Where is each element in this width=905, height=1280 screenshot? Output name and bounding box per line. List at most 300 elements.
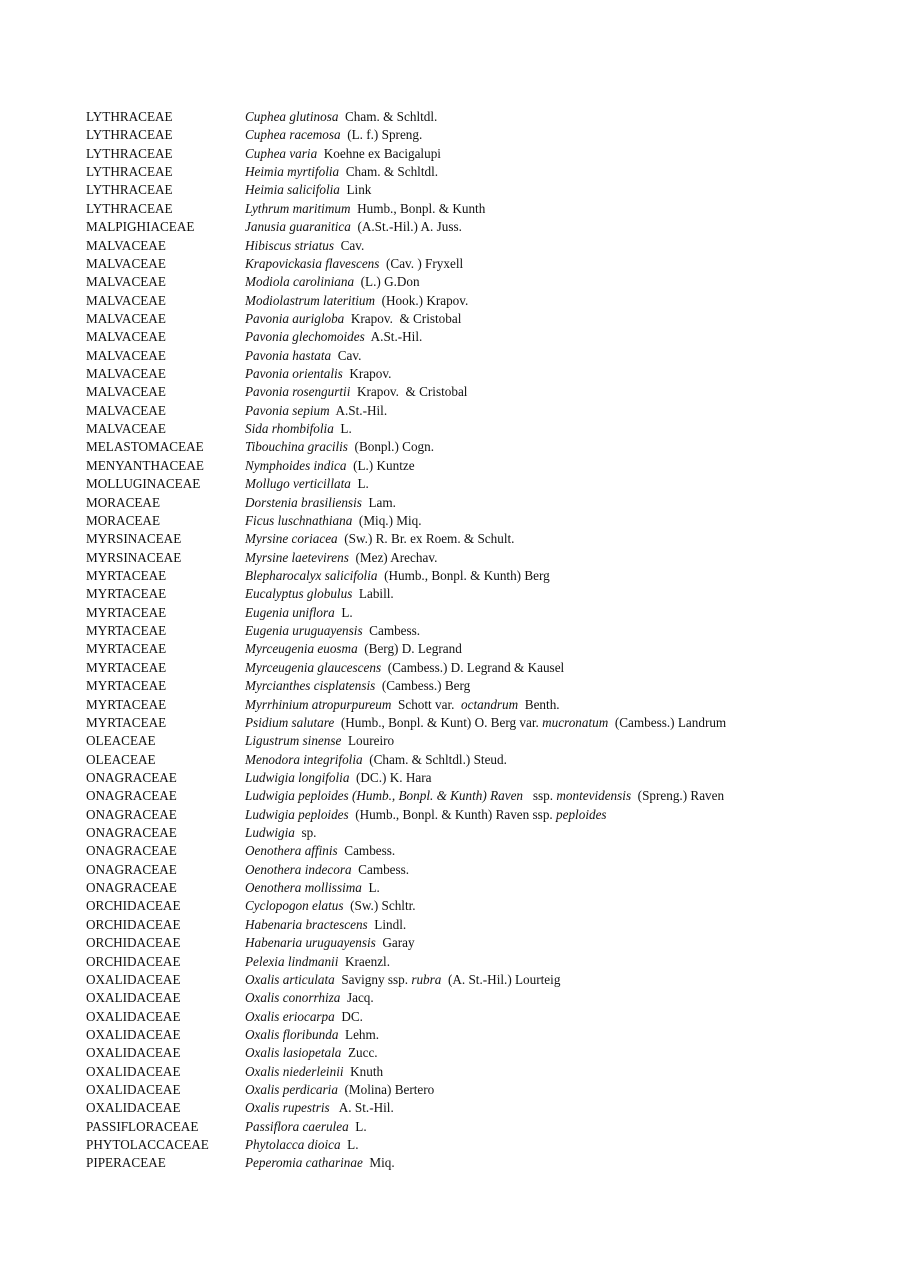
- species-name: [245, 1136, 359, 1154]
- species-row: [86, 787, 886, 805]
- family-name: ONAGRACEAE: [86, 806, 177, 822]
- species-row: [86, 383, 886, 401]
- family-name: MALVACEAE: [86, 421, 166, 437]
- species-name: [245, 145, 441, 163]
- family-name: MENYANTHACEAE: [86, 457, 204, 473]
- taxon-authority: Schott var.: [391, 696, 458, 712]
- species-row: [86, 273, 886, 291]
- species-row: [86, 696, 886, 714]
- species-name: [245, 751, 507, 769]
- family-name: OXALIDACEAE: [86, 1008, 181, 1024]
- family-name: PASSIFLORACEAE: [86, 1118, 199, 1134]
- taxon-name-italic: Pavonia rosengurtii: [245, 384, 351, 400]
- family-name: MALVACEAE: [86, 310, 166, 326]
- taxon-name-italic: Peperomia catharinae: [245, 1155, 363, 1171]
- taxon-authority: (Humb., Bonpl. & Kunth) Berg: [377, 567, 550, 583]
- family-name: MALVACEAE: [86, 237, 166, 253]
- taxon-authority: (Miq.) Miq.: [352, 512, 422, 528]
- taxon-name-italic: Heimia myrtifolia: [245, 164, 340, 180]
- species-name: [245, 163, 438, 181]
- species-row: [86, 549, 886, 567]
- species-name: [245, 1154, 395, 1172]
- species-row: [86, 1099, 886, 1117]
- family-name: ONAGRACEAE: [86, 880, 177, 896]
- taxon-authority: (Cambess.) Landrum: [608, 714, 727, 730]
- family-name: MYRTACEAE: [86, 623, 167, 639]
- species-row: [86, 604, 886, 622]
- family-name: MALVACEAE: [86, 329, 166, 345]
- taxon-authority: Krapov. & Cristobal: [350, 384, 468, 400]
- taxon-authority: (Bonpl.) Cogn.: [347, 439, 435, 455]
- species-row: [86, 237, 886, 255]
- species-name: [245, 622, 420, 640]
- species-row: [86, 622, 886, 640]
- family-name: LYTHRACEAE: [86, 200, 173, 216]
- taxon-authority: (L. f.) Spreng.: [340, 127, 423, 143]
- family-name: MELASTOMACEAE: [86, 439, 204, 455]
- species-name: [245, 732, 394, 750]
- taxon-authority: (Humb., Bonpl. & Kunt) O. Berg var.: [334, 714, 543, 730]
- family-name: ONAGRACEAE: [86, 769, 177, 785]
- taxon-name-italic: Eucalyptus globulus: [245, 586, 353, 602]
- family-name: OXALIDACEAE: [86, 990, 181, 1006]
- species-row: [86, 292, 886, 310]
- species-row: [86, 769, 886, 787]
- taxon-authority: (Spreng.) Raven: [631, 788, 725, 804]
- species-row: [86, 1026, 886, 1044]
- taxon-name-italic: Cuphea glutinosa: [245, 109, 339, 124]
- species-name: [245, 292, 468, 310]
- species-row: [86, 218, 886, 236]
- taxon-authority: (Sw.) Schltr.: [343, 898, 416, 914]
- species-row: [86, 879, 886, 897]
- taxon-name-italic: Nymphoides indica: [245, 457, 347, 473]
- species-row: [86, 842, 886, 860]
- taxon-authority: Miq.: [362, 1155, 395, 1171]
- species-row: [86, 861, 886, 879]
- family-name: MYRSINACEAE: [86, 531, 182, 547]
- family-name: ORCHIDACEAE: [86, 935, 181, 951]
- taxon-authority: DC.: [334, 1008, 363, 1024]
- taxon-authority: Link: [339, 182, 372, 198]
- taxon-authority: Lehm.: [338, 1026, 380, 1042]
- species-name: [245, 604, 353, 622]
- taxon-name-italic: Menodora integrifolia: [245, 751, 363, 767]
- family-name: MYRSINACEAE: [86, 549, 182, 565]
- species-name: [245, 585, 394, 603]
- taxon-name-italic: Phytolacca dioica: [245, 1137, 341, 1153]
- species-row: [86, 181, 886, 199]
- family-name: MYRTACEAE: [86, 586, 167, 602]
- species-name: [245, 842, 395, 860]
- species-row: [86, 1063, 886, 1081]
- taxon-authority: L.: [350, 476, 369, 492]
- family-name: MYRTACEAE: [86, 696, 167, 712]
- species-row: [86, 145, 886, 163]
- taxon-authority: Garay: [375, 935, 415, 951]
- species-name: [245, 806, 607, 824]
- taxon-authority: (Cambess.) Berg: [375, 678, 471, 694]
- species-name: [245, 494, 396, 512]
- species-row: [86, 989, 886, 1007]
- taxon-name-italic: Cyclopogon elatus: [245, 898, 344, 914]
- family-name: MALPIGHIACEAE: [86, 219, 195, 235]
- taxon-authority: (DC.) K. Hara: [349, 769, 432, 785]
- family-name: OXALIDACEAE: [86, 971, 181, 987]
- species-row: [86, 677, 886, 695]
- family-name: ONAGRACEAE: [86, 788, 177, 804]
- family-name: LYTHRACEAE: [86, 182, 173, 198]
- species-row: [86, 751, 886, 769]
- taxon-authority: Zucc.: [341, 1045, 378, 1061]
- species-row: [86, 971, 886, 989]
- family-name: MALVACEAE: [86, 347, 166, 363]
- family-name: ONAGRACEAE: [86, 843, 177, 859]
- species-name: [245, 1044, 378, 1062]
- species-name: [245, 255, 463, 273]
- species-name: [245, 953, 390, 971]
- taxon-name-italic: Eugenia uruguayensis: [245, 623, 363, 639]
- family-name: MYRTACEAE: [86, 567, 167, 583]
- species-name: [245, 659, 564, 677]
- taxon-name-italic: Myrsine coriacea: [245, 531, 338, 547]
- family-name: MALVACEAE: [86, 384, 166, 400]
- taxon-name-italic: Ligustrum sinense: [245, 733, 342, 749]
- taxon-authority: (Mez) Arechav.: [348, 549, 438, 565]
- taxon-authority: (A.St.-Hil.) A. Juss.: [350, 219, 462, 235]
- taxon-name-italic: montevidensis: [556, 788, 632, 804]
- species-row: [86, 126, 886, 144]
- family-name: PHYTOLACCACEAE: [86, 1137, 209, 1153]
- species-name: [245, 787, 724, 805]
- taxon-authority: Jacq.: [340, 990, 374, 1006]
- taxon-authority: Cav.: [331, 347, 362, 363]
- taxon-authority: A.St.-Hil.: [364, 329, 423, 345]
- species-row: [86, 1044, 886, 1062]
- species-name: [245, 1063, 383, 1081]
- taxon-name-italic: Oenothera mollissima: [245, 880, 362, 896]
- species-name: [245, 200, 485, 218]
- species-row: [86, 640, 886, 658]
- species-name: [245, 402, 387, 420]
- taxon-authority: (L.) G.Don: [354, 274, 420, 290]
- family-name: OXALIDACEAE: [86, 1045, 181, 1061]
- species-row: [86, 1118, 886, 1136]
- taxon-name-italic: Psidium salutare: [245, 714, 335, 730]
- taxon-authority: Lam.: [361, 494, 396, 510]
- species-row: [86, 457, 886, 475]
- taxon-authority: L.: [334, 604, 353, 620]
- species-name: [245, 512, 422, 530]
- taxon-name-italic: Oenothera indecora: [245, 861, 352, 877]
- taxon-authority: L.: [361, 880, 380, 896]
- species-name: [245, 383, 467, 401]
- species-row: [86, 916, 886, 934]
- species-name: [245, 934, 415, 952]
- species-name: [245, 108, 437, 126]
- species-name: [245, 438, 434, 456]
- family-name: MALVACEAE: [86, 274, 166, 290]
- species-row: [86, 897, 886, 915]
- taxon-authority: Cav.: [334, 237, 365, 253]
- taxon-name-italic: Ludwigia peploides (Humb., Bonpl. & Kunth) Raven: [245, 788, 524, 804]
- taxon-authority: Humb., Bonpl. & Kunth: [350, 200, 486, 216]
- taxon-authority: L.: [333, 421, 352, 437]
- species-name: [245, 1026, 379, 1044]
- species-row: [86, 310, 886, 328]
- species-row: [86, 255, 886, 273]
- species-row: [86, 438, 886, 456]
- family-name: ONAGRACEAE: [86, 861, 177, 877]
- species-name: [245, 714, 726, 732]
- taxon-authority: Knuth: [343, 1063, 384, 1079]
- taxon-authority: Cham. & Schltdl.: [339, 164, 439, 180]
- taxon-authority: (Humb., Bonpl. & Kunth) Raven ssp.: [348, 806, 557, 822]
- family-name: PIPERACEAE: [86, 1155, 166, 1171]
- taxon-authority: A. St.-Hil.: [329, 1100, 394, 1116]
- taxon-authority: ssp.: [523, 788, 557, 804]
- taxon-authority: Labill.: [352, 586, 394, 602]
- taxon-name-italic: Oxalis rupestris: [245, 1100, 330, 1116]
- taxon-authority: Kraenzl.: [338, 953, 391, 969]
- species-name: [245, 218, 462, 236]
- species-row: [86, 530, 886, 548]
- taxon-authority: Lindl.: [367, 916, 407, 932]
- species-row: [86, 475, 886, 493]
- taxon-authority: Cambess.: [337, 843, 396, 859]
- species-name: [245, 916, 406, 934]
- species-name: [245, 365, 391, 383]
- taxon-authority: (Cham. & Schltdl.) Steud.: [362, 751, 507, 767]
- family-name: MALVACEAE: [86, 402, 166, 418]
- taxon-authority: L.: [340, 1137, 359, 1153]
- taxon-authority: Cambess.: [351, 861, 410, 877]
- family-name: LYTHRACEAE: [86, 109, 173, 124]
- species-row: [86, 732, 886, 750]
- species-name: [245, 181, 371, 199]
- family-name: LYTHRACEAE: [86, 127, 173, 143]
- species-row: [86, 420, 886, 438]
- taxon-name-italic: Pavonia hastata: [245, 347, 332, 363]
- taxon-name-italic: Oxalis niederleinii: [245, 1063, 344, 1079]
- taxon-name-italic: Pavonia sepium: [245, 402, 330, 418]
- taxon-name-italic: mucronatum: [542, 714, 609, 730]
- taxon-authority: (Cav. ) Fryxell: [379, 255, 464, 271]
- taxon-name-italic: Blepharocalyx salicifolia: [245, 567, 378, 583]
- taxon-authority: Cham. & Schltdl.: [338, 109, 438, 124]
- taxon-name-italic: Oxalis floribunda: [245, 1026, 339, 1042]
- taxon-name-italic: Ficus luschnathiana: [245, 512, 353, 528]
- family-name: MORACEAE: [86, 512, 160, 528]
- taxon-authority: Loureiro: [341, 733, 395, 749]
- species-name: [245, 1081, 434, 1099]
- taxon-name-italic: Oxalis articulata: [245, 971, 335, 987]
- family-name: MYRTACEAE: [86, 641, 167, 657]
- species-name: [245, 347, 361, 365]
- family-name: MALVACEAE: [86, 292, 166, 308]
- family-name: MYRTACEAE: [86, 678, 167, 694]
- taxon-name-italic: Ludwigia: [245, 825, 295, 841]
- family-name: OLEACEAE: [86, 751, 156, 767]
- taxon-name-italic: Myrceugenia glaucescens: [245, 659, 382, 675]
- taxon-name-italic: Janusia guaranitica: [245, 219, 351, 235]
- taxon-name-italic: Habenaria bractescens: [245, 916, 368, 932]
- taxon-authority: (Molina) Bertero: [337, 1082, 435, 1098]
- species-row: [86, 1081, 886, 1099]
- taxon-name-italic: Oxalis lasiopetala: [245, 1045, 342, 1061]
- species-row: [86, 328, 886, 346]
- family-name: OXALIDACEAE: [86, 1026, 181, 1042]
- species-list: [86, 108, 886, 1173]
- family-name: LYTHRACEAE: [86, 145, 173, 161]
- species-name: [245, 971, 560, 989]
- taxon-name-italic: Oxalis conorrhiza: [245, 990, 341, 1006]
- species-name: [245, 273, 420, 291]
- taxon-name-italic: Pavonia glechomoides: [245, 329, 365, 345]
- family-name: MYRTACEAE: [86, 659, 167, 675]
- taxon-name-italic: Oxalis eriocarpa: [245, 1008, 335, 1024]
- taxon-name-italic: Heimia salicifolia: [245, 182, 340, 198]
- species-row: [86, 163, 886, 181]
- taxon-authority: (Sw.) R. Br. ex Roem. & Schult.: [337, 531, 515, 547]
- species-row: [86, 200, 886, 218]
- species-name: [245, 640, 462, 658]
- taxon-name-italic: Dorstenia brasiliensis: [245, 494, 362, 510]
- species-name: [245, 126, 422, 144]
- taxon-authority: Krapov. & Cristobal: [344, 310, 462, 326]
- taxon-name-italic: Myrcianthes cisplatensis: [245, 678, 376, 694]
- taxon-name-italic: peploides: [556, 806, 607, 822]
- taxon-name-italic: Cuphea racemosa: [245, 127, 341, 143]
- species-row: [86, 824, 886, 842]
- taxon-name-italic: Cuphea varia: [245, 145, 318, 161]
- species-name: [245, 861, 409, 879]
- species-row: [86, 1008, 886, 1026]
- species-row: [86, 714, 886, 732]
- taxon-name-italic: Ludwigia peploides: [245, 806, 349, 822]
- family-name: OXALIDACEAE: [86, 1082, 181, 1098]
- taxon-authority: Cambess.: [362, 623, 421, 639]
- taxon-authority: (Berg) D. Legrand: [357, 641, 462, 657]
- taxon-name-italic: Pavonia orientalis: [245, 366, 343, 382]
- species-row: [86, 806, 886, 824]
- species-row: [86, 347, 886, 365]
- family-name: LYTHRACEAE: [86, 164, 173, 180]
- species-name: [245, 567, 550, 585]
- taxon-name-italic: Modiolastrum lateritium: [245, 292, 376, 308]
- taxon-name-italic: Mollugo verticillata: [245, 476, 351, 492]
- species-row: [86, 512, 886, 530]
- species-name: [245, 879, 380, 897]
- species-name: [245, 824, 316, 842]
- taxon-authority: A.St.-Hil.: [329, 402, 388, 418]
- species-name: [245, 1008, 363, 1026]
- taxon-name-italic: Habenaria uruguayensis: [245, 935, 376, 951]
- species-name: [245, 475, 369, 493]
- species-name: [245, 328, 422, 346]
- taxon-name-italic: Sida rhombifolia: [245, 421, 334, 437]
- taxon-name-italic: Krapovickasia flavescens: [245, 255, 380, 271]
- species-name: [245, 530, 514, 548]
- taxon-name-italic: Lythrum maritimum: [245, 200, 351, 216]
- family-name: MOLLUGINACEAE: [86, 476, 201, 492]
- family-name: MYRTACEAE: [86, 604, 167, 620]
- family-name: OLEACEAE: [86, 733, 156, 749]
- taxon-name-italic: Modiola caroliniana: [245, 274, 355, 290]
- species-row: [86, 402, 886, 420]
- family-name: MALVACEAE: [86, 255, 166, 271]
- taxon-name-italic: Myrsine laetevirens: [245, 549, 349, 565]
- species-name: [245, 989, 374, 1007]
- species-row: [86, 934, 886, 952]
- species-row: [86, 953, 886, 971]
- family-name: MALVACEAE: [86, 366, 166, 382]
- taxon-name-italic: Myrceugenia euosma: [245, 641, 358, 657]
- species-row: [86, 1136, 886, 1154]
- family-name: ORCHIDACEAE: [86, 898, 181, 914]
- species-row: [86, 567, 886, 585]
- taxon-authority: L.: [348, 1118, 367, 1134]
- taxon-authority: Savigny ssp.: [334, 971, 412, 987]
- taxon-authority: Koehne ex Bacigalupi: [317, 145, 441, 161]
- species-name: [245, 310, 461, 328]
- family-name: OXALIDACEAE: [86, 1100, 181, 1116]
- taxon-name-italic: Passiflora caerulea: [245, 1118, 349, 1134]
- family-name: MYRTACEAE: [86, 714, 167, 730]
- taxon-authority: (Hook.) Krapov.: [375, 292, 469, 308]
- taxon-name-italic: Pavonia aurigloba: [245, 310, 345, 326]
- taxon-authority: sp.: [294, 825, 317, 841]
- taxon-authority: (Cambess.) D. Legrand & Kausel: [381, 659, 565, 675]
- taxon-authority: Krapov.: [342, 366, 392, 382]
- species-name: [245, 1099, 394, 1117]
- taxon-name-italic: Oxalis perdicaria: [245, 1082, 338, 1098]
- species-name: [245, 677, 470, 695]
- taxon-name-italic: Myrrhinium atropurpureum: [245, 696, 392, 712]
- taxon-name-italic: Tibouchina gracilis: [245, 439, 348, 455]
- species-row: [86, 659, 886, 677]
- species-name: [245, 897, 416, 915]
- family-name: MORACEAE: [86, 494, 160, 510]
- species-row: [86, 585, 886, 603]
- species-name: [245, 696, 560, 714]
- taxon-authority: Benth.: [518, 696, 560, 712]
- species-row: [86, 494, 886, 512]
- family-name: ONAGRACEAE: [86, 825, 177, 841]
- species-name: [245, 1118, 367, 1136]
- family-name: OXALIDACEAE: [86, 1063, 181, 1079]
- species-name: [245, 457, 415, 475]
- species-row: [86, 1154, 886, 1172]
- species-name: [245, 237, 364, 255]
- taxon-name-italic: Ludwigia longifolia: [245, 769, 350, 785]
- taxon-name-italic: Hibiscus striatus: [245, 237, 335, 253]
- species-row: [86, 108, 886, 126]
- species-name: [245, 769, 431, 787]
- taxon-name-italic: rubra: [411, 971, 442, 987]
- taxon-authority: (L.) Kuntze: [346, 457, 415, 473]
- taxon-name-italic: octandrum: [457, 696, 519, 712]
- taxon-name-italic: Eugenia uniflora: [245, 604, 335, 620]
- species-name: [245, 420, 352, 438]
- taxon-name-italic: Oenothera affinis: [245, 843, 338, 859]
- species-name: [245, 549, 437, 567]
- taxon-name-italic: Pelexia lindmanii: [245, 953, 339, 969]
- family-name: ORCHIDACEAE: [86, 916, 181, 932]
- family-name: ORCHIDACEAE: [86, 953, 181, 969]
- species-row: [86, 365, 886, 383]
- taxon-authority: (A. St.-Hil.) Lourteig: [441, 971, 561, 987]
